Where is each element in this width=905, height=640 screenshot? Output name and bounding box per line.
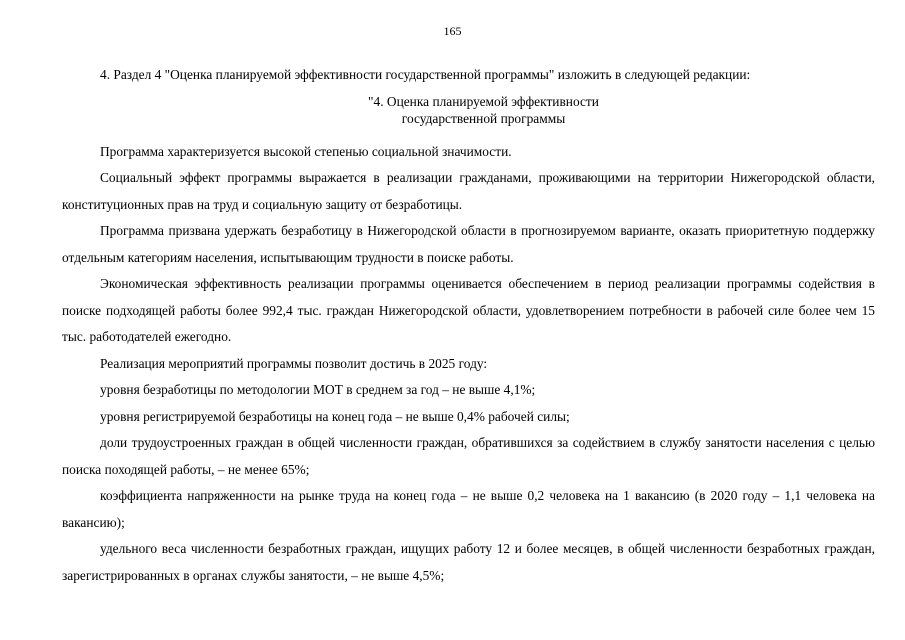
paragraph-significance: Программа характеризуется высокой степенью социальной значимости.: [100, 143, 512, 159]
page-number: 165: [443, 24, 462, 38]
amendment-intro: 4. Раздел 4 "Оценка планируемой эффективности государственной программы" изложить в следующей редакции:: [100, 67, 751, 82]
paragraph-economic-effect: Экономическая эффективность реализации программы оценивается обеспечением в период реализации программы содействия в поиске подходящей работы более 992,4 тыс. граждан Нижегородской области, удовлетворением потребности в рабочей силе более чем 15 тыс. работодателей ежегодно.: [62, 276, 875, 344]
section-title-line-2: государственной программы: [401, 110, 566, 126]
paragraph-targets-intro: Реализация мероприятий программы позволит достичь в 2025 году:: [100, 355, 488, 371]
paragraph-target-long-term-unemployed: удельного веса численности безработных граждан, ищущих работу 12 и более месяцев, в общей численности безработных граждан, зарегистрированных в органах службы занятости, – не выше 4,5%;: [62, 541, 875, 583]
section-title-line-1: "4. Оценка планируемой эффективности: [368, 93, 599, 109]
paragraph-target-tension-coefficient: коэффициента напряженности на рынке труда на конец года – не выше 0,2 человека на 1 вакансию (в 2020 году – 1,1 человека на вакансию);: [62, 488, 875, 530]
paragraph-social-effect: Социальный эффект программы выражается в реализации гражданами, проживающими на территории Нижегородской области, конституционных прав на труд и социальную защиту от безработицы.: [62, 170, 875, 212]
section-title: [62, 93, 875, 127]
paragraph-target-registered-unemployment: уровня регистрируемой безработицы на конец года – не выше 0,4% рабочей силы;: [100, 408, 570, 424]
paragraph-target-employed-share: доли трудоустроенных граждан в общей численности граждан, обратившихся за содействием в службу занятости населения с целью поиска походящей работы, – не менее 65%;: [62, 435, 875, 477]
paragraph-target-ilo-unemployment: уровня безработицы по методологии МОТ в среднем за год – не выше 4,1%;: [100, 382, 536, 397]
paragraph-purpose: Программа призвана удержать безработицу в Нижегородской области в прогнозируемом варианте, оказать приоритетную поддержку отдельным категориям населения, испытывающим трудности в поиске работы.: [62, 223, 875, 265]
document-body: [62, 62, 875, 589]
